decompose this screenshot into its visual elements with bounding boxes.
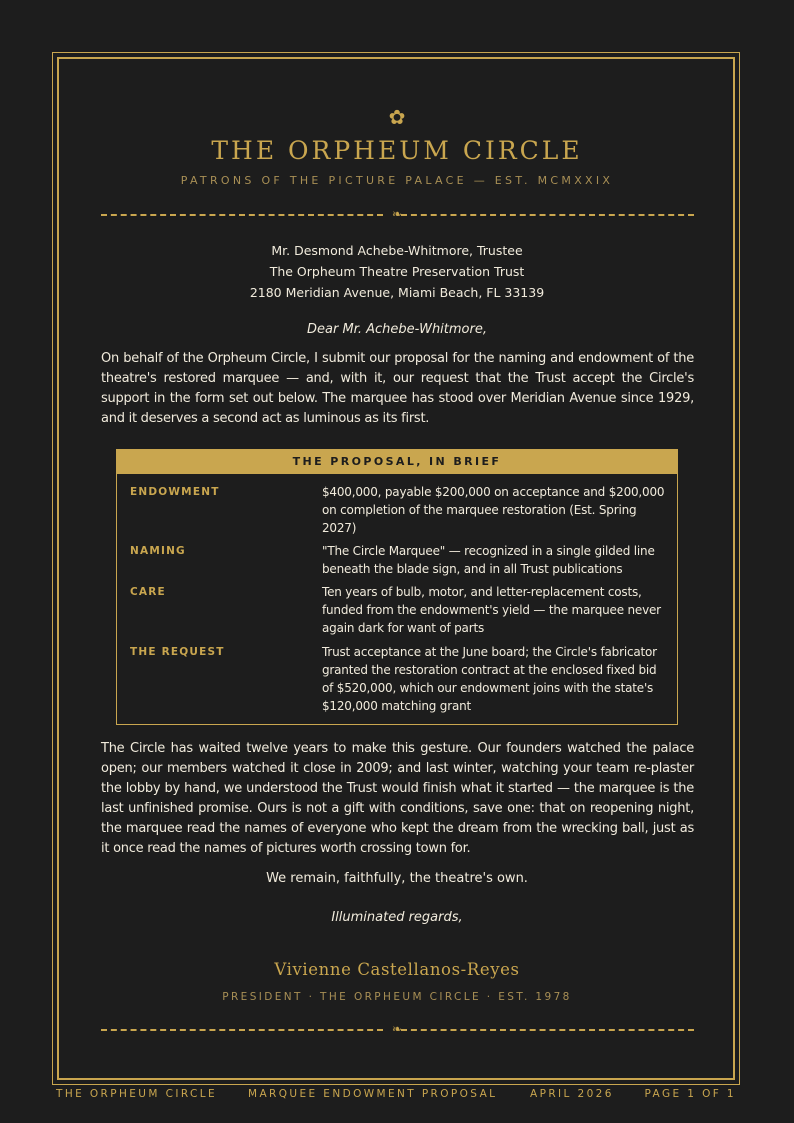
signatory-title: PRESIDENT · THE ORPHEUM CIRCLE · EST. 1978: [222, 991, 572, 1003]
footer-org: THE ORPHEUM CIRCLE: [56, 1088, 218, 1100]
closing-line: We remain, faithfully, the theatre's own.: [266, 871, 528, 886]
fleuron-icon: ❧: [391, 207, 403, 221]
footer-page: PAGE 1 OF 1: [644, 1088, 736, 1100]
brief-label: NAMING: [130, 545, 186, 557]
salutation: Dear Mr. Achebe-Whitmore,: [307, 322, 487, 337]
valediction: Illuminated regards,: [331, 910, 463, 925]
signatory-name: Vivienne Castellanos-Reyes: [274, 960, 520, 979]
brief-label: THE REQUEST: [130, 646, 225, 658]
brief-value: Trust acceptance at the June board; the Circle's fabricator granted the restoration contract at the enclosed fixed bid of $520,000, which our endowment joins with the state's $120,000 matching grant: [322, 645, 657, 713]
bottom-divider: [101, 1022, 694, 1036]
address-line: Mr. Desmond Achebe-Whitmore, Trustee: [271, 243, 523, 258]
fleuron-icon: ❧: [391, 1022, 403, 1036]
brief-heading: THE PROPOSAL, IN BRIEF: [117, 450, 677, 474]
recipient-address: [0, 240, 794, 303]
address-line: The Orpheum Theatre Preservation Trust: [269, 264, 525, 279]
brief-value: Ten years of bulb, motor, and letter-replacement costs, funded from the endowment's yield — the marquee never again dark for want of parts: [322, 585, 661, 635]
brief-value: $400,000, payable $200,000 on acceptance and $200,000 on completion of the marquee restoration (Est. Spring 2027): [322, 485, 665, 535]
brief-label: CARE: [130, 586, 166, 598]
flower-icon: ✿: [388, 105, 406, 129]
letterhead-title: THE ORPHEUM CIRCLE: [211, 136, 583, 165]
footer-document: MARQUEE ENDOWMENT PROPOSAL: [248, 1088, 498, 1100]
brief-value: "The Circle Marquee" — recognized in a single gilded line beneath the blade sign, and in all Trust publications: [322, 544, 655, 576]
top-divider: [101, 207, 694, 221]
proposal-brief-box: [116, 449, 678, 725]
letterhead-tagline: PATRONS OF THE PICTURE PALACE — EST. MCMXXIX: [180, 174, 614, 187]
second-paragraph: The Circle has waited twelve years to make this gesture. Our founders watched the palace open; our members watched it close in 2009; and last winter, watching your team re-plaster the lobby by hand, we understood the Trust would finish what it started — the marquee is the last unfinished promise. Ours is not a gift with conditions, save one: that on reopening night, the marquee read the names of everyone who kept the dream from the wrecking ball, just as it once read the names of pictures worth crossing town for.: [101, 741, 694, 856]
footer-date: APRIL 2026: [530, 1088, 614, 1100]
address-line: 2180 Meridian Avenue, Miami Beach, FL 33139: [249, 285, 545, 300]
brief-label: ENDOWMENT: [130, 486, 220, 498]
intro-paragraph: On behalf of the Orpheum Circle, I submit our proposal for the naming and endowment of the theatre's restored marquee — and, with it, our request that the Trust accept the Circle's support in the form set out below. The marquee has stood over Meridian Avenue since 1929, and it deserves a second act as luminous as its first.: [101, 351, 694, 426]
